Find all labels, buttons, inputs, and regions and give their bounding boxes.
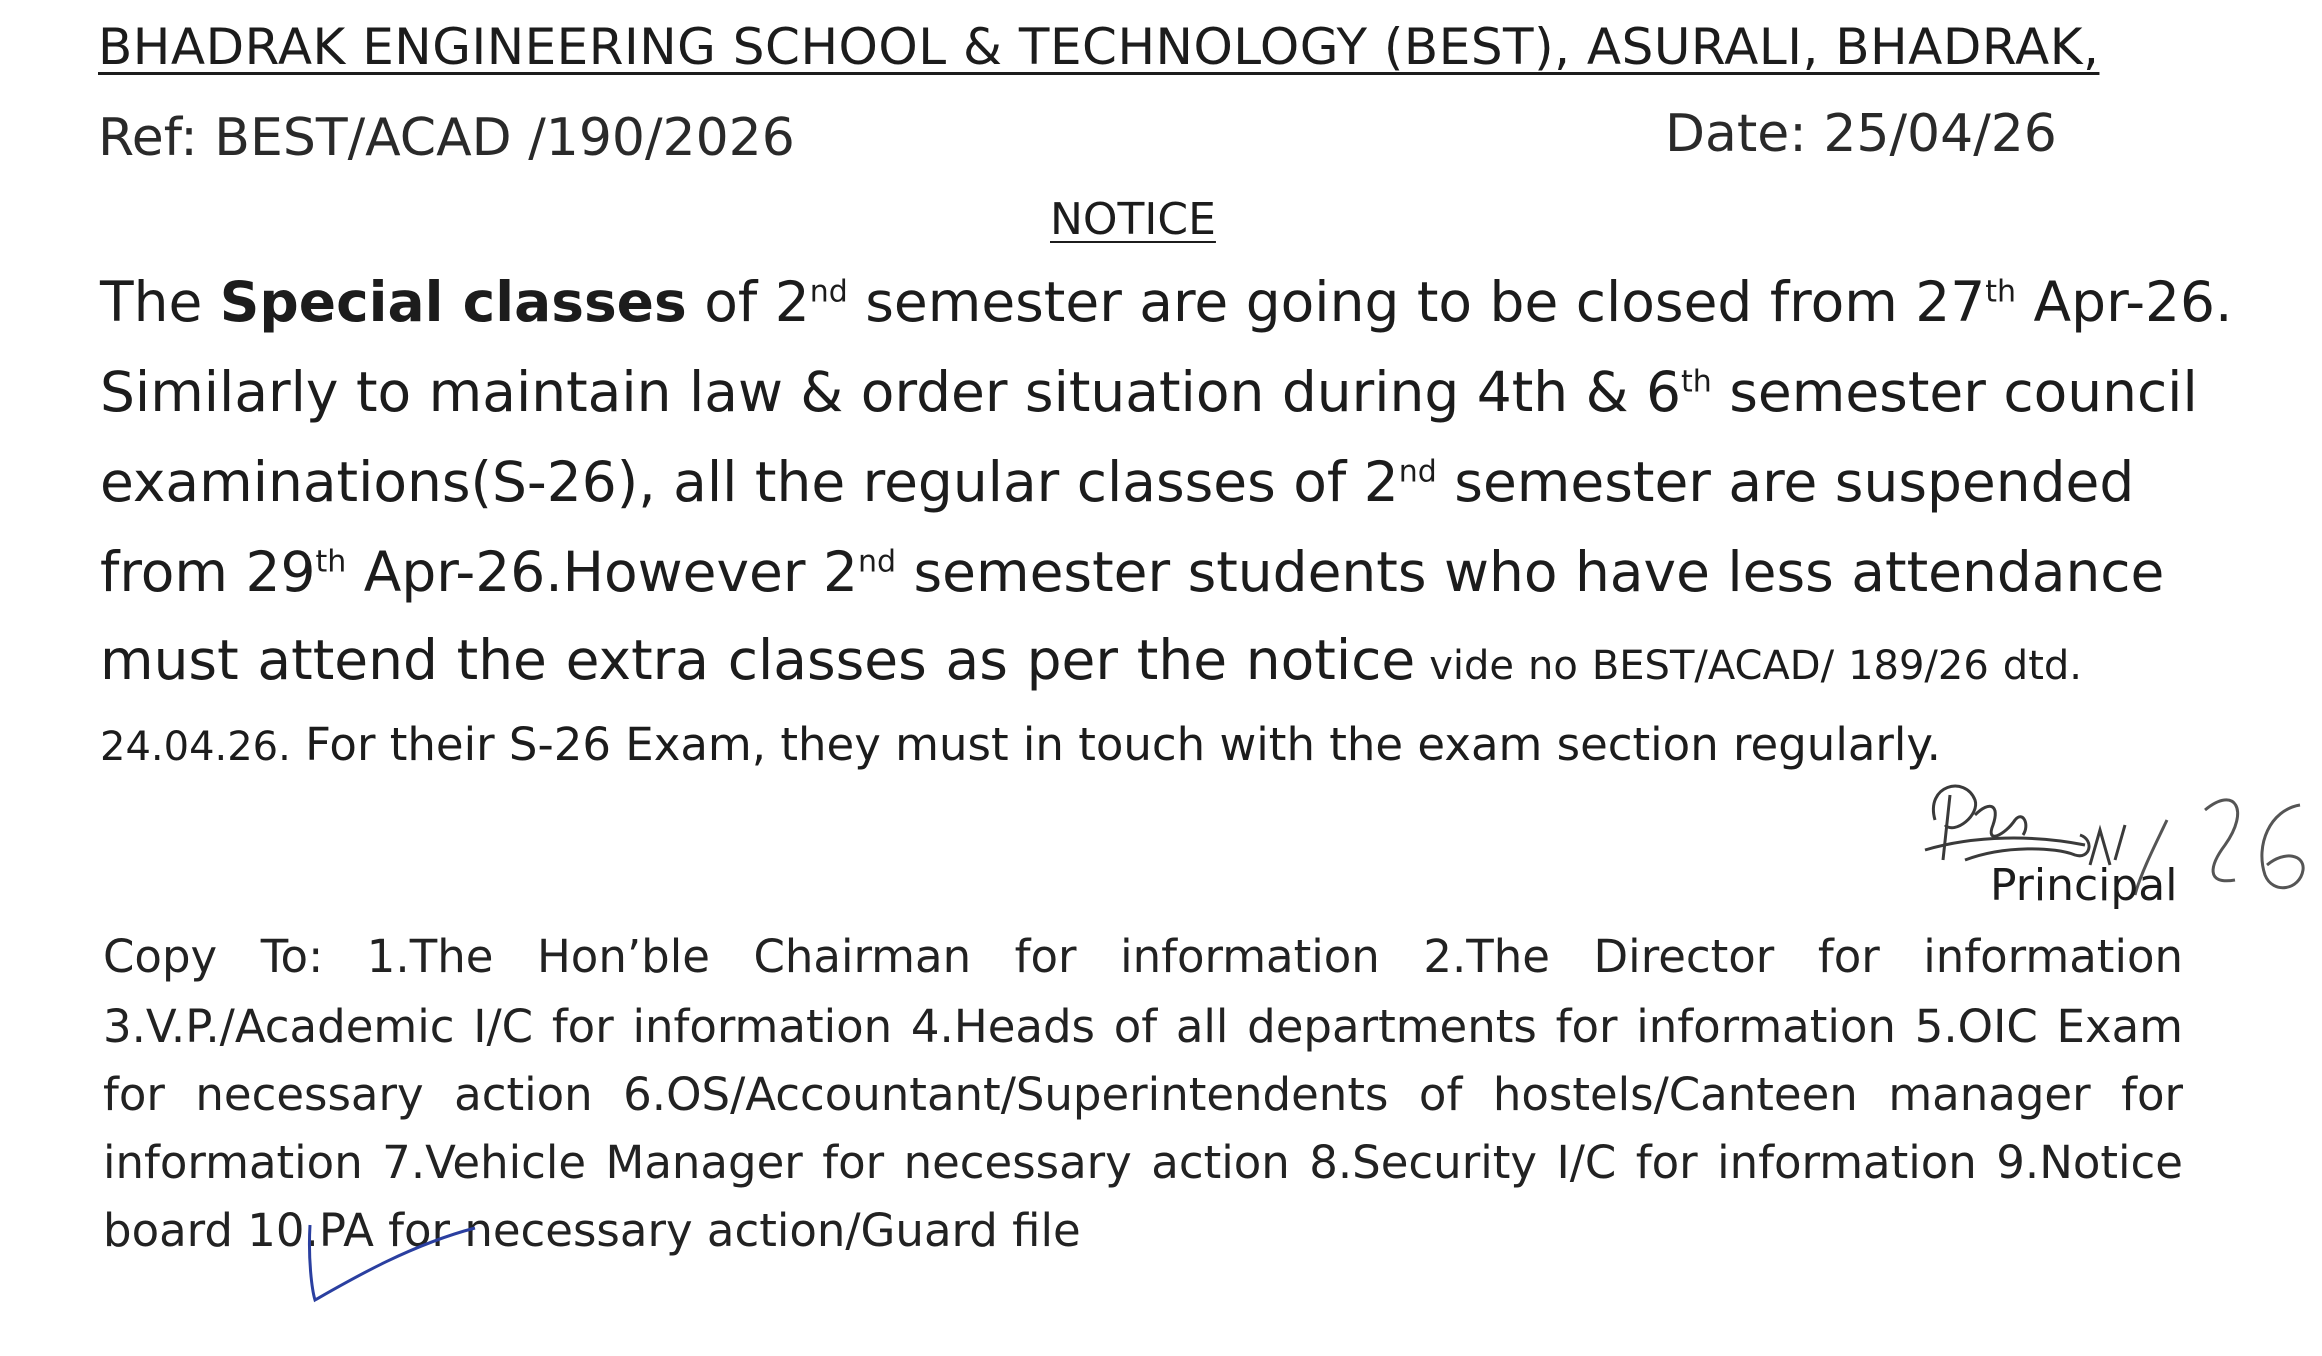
ordinal-suffix: nd: [857, 544, 897, 580]
emphasis-text: Special classes: [219, 270, 687, 334]
text-fragment: semester are going to be closed from 27: [847, 270, 1986, 334]
notice-heading: NOTICE: [1050, 194, 1216, 245]
ordinal-suffix: nd: [1398, 454, 1437, 490]
checkmark-icon: [300, 1220, 480, 1310]
reference-date: 24.04.26.: [100, 724, 291, 770]
text-fragment: examinations(S-26), all the regular classes of 2: [100, 450, 1399, 514]
ordinal-suffix: th: [315, 544, 347, 580]
text-fragment: semester council: [1711, 360, 2198, 424]
copy-to-line-5: board 10.PA for necessary action/Guard file: [103, 1204, 1081, 1257]
text-fragment: Apr-26.: [2016, 270, 2233, 334]
copy-to-line-1: Copy To: 1.The Hon’ble Chairman for information 2.The Director for information: [103, 930, 2183, 983]
notice-body-line-1: [100, 270, 2233, 334]
text-fragment: from 29: [100, 540, 316, 604]
copy-to-line-2: 3.V.P./Academic I/C for information 4.Heads of all departments for information 5.OIC Exam: [103, 1000, 2183, 1053]
notice-body-line-2: [100, 360, 2198, 424]
ordinal-suffix: th: [1985, 274, 2017, 310]
copy-to-line-3: for necessary action 6.OS/Accountant/Superintendents of hostels/Canteen manager for: [103, 1068, 2183, 1121]
text-fragment: of 2: [686, 270, 810, 334]
notice-body-line-3: [100, 450, 2135, 514]
notice-body-line-4: [100, 540, 2165, 604]
document-title: BHADRAK ENGINEERING SCHOOL & TECHNOLOGY (BEST), ASURALI, BHADRAK,: [98, 18, 2100, 76]
copy-to-line-4: information 7.Vehicle Manager for necessary action 8.Security I/C for information 9.Notice: [103, 1136, 2183, 1189]
notice-body-line-6: [100, 718, 1941, 771]
text-fragment: semester are suspended: [1436, 450, 2135, 514]
ordinal-suffix: nd: [809, 274, 848, 310]
text-fragment: Apr-26.However 2: [346, 540, 858, 604]
ordinal-suffix: th: [1681, 364, 1712, 400]
text-fragment: semester students who have less attendance: [896, 540, 2165, 604]
notice-date: Date: 25/04/26: [1665, 104, 2057, 164]
reference-text: vide no BEST/ACAD/ 189/26 dtd.: [1415, 643, 2082, 689]
text-fragment: For their S-26 Exam, they must in touch with the exam section regularly.: [290, 718, 1941, 771]
text-fragment: must attend the extra classes as per the notice: [100, 628, 1416, 692]
reference-number: Ref: BEST/ACAD /190/2026: [98, 108, 795, 168]
notice-body-line-5: [100, 628, 2082, 692]
text-fragment: The: [100, 270, 220, 334]
signatory-designation: Principal: [1990, 860, 2178, 911]
text-fragment: Similarly to maintain law & order situation during 4th & 6: [100, 360, 1682, 424]
